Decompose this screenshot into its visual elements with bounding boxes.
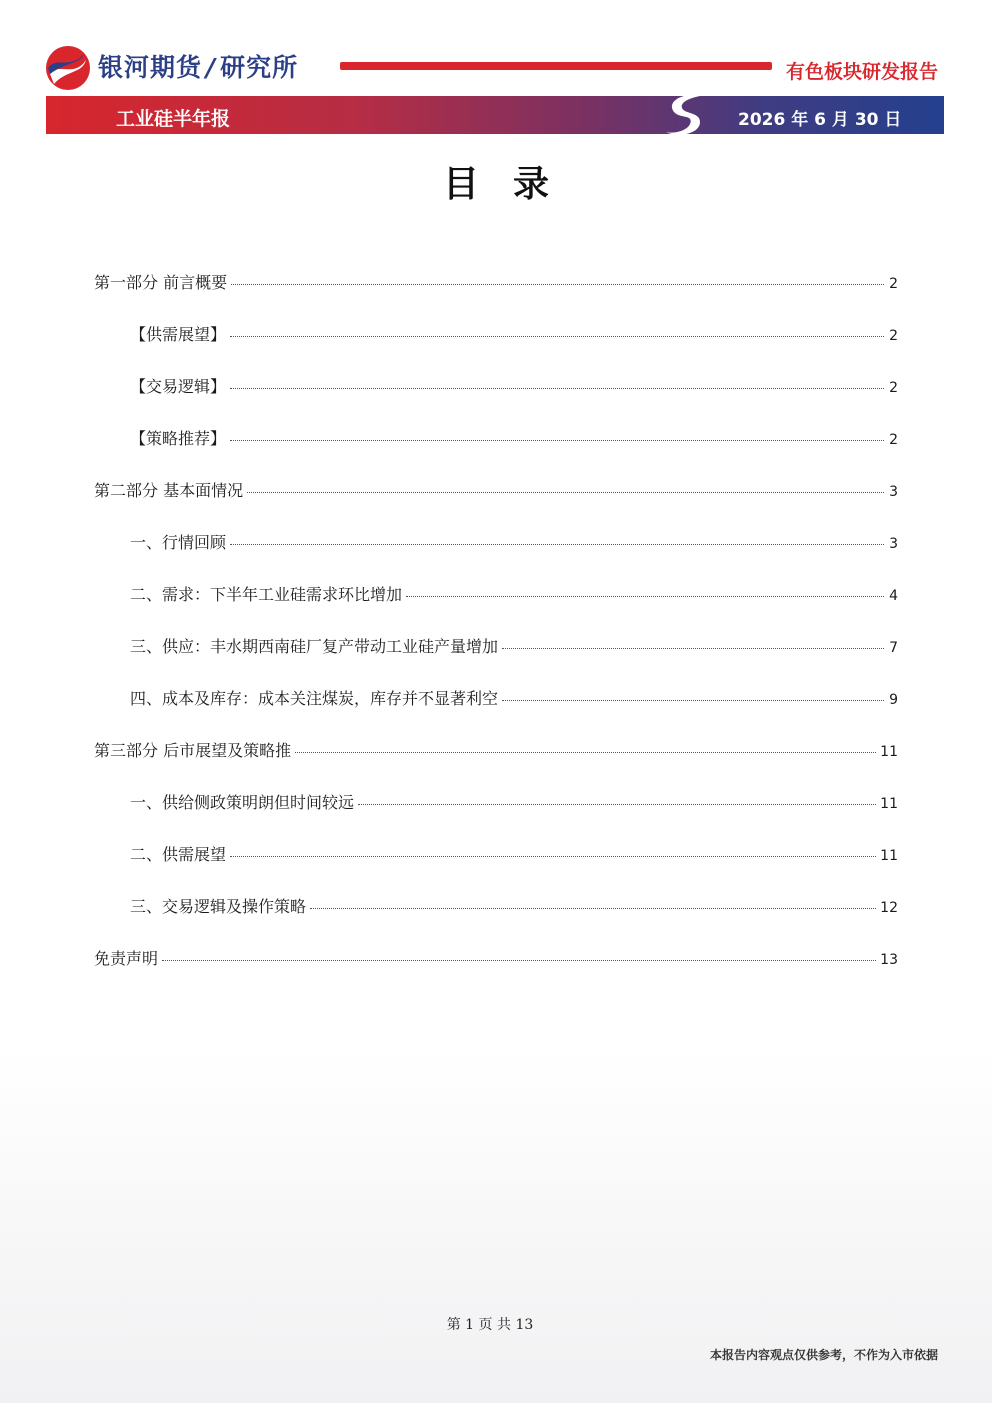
toc-entry-page: 3 bbox=[889, 484, 898, 500]
brand-department: 研究所 bbox=[220, 53, 299, 82]
toc-dot-leader bbox=[162, 959, 876, 961]
toc-entry-page: 2 bbox=[889, 328, 898, 344]
toc-entry-page: 7 bbox=[889, 640, 898, 656]
toc-entry-title: 【交易逻辑】 bbox=[130, 377, 227, 396]
toc-entry[interactable] bbox=[94, 738, 898, 790]
header-red-rule bbox=[340, 62, 772, 70]
toc-entry[interactable] bbox=[94, 426, 898, 478]
toc-dot-leader bbox=[295, 751, 876, 753]
toc-dot-leader bbox=[230, 439, 884, 441]
toc-entry-title: 三、供应：丰水期西南硅厂复产带动工业硅产量增加 bbox=[130, 637, 499, 656]
report-date: 2026 年 6 月 30 日 bbox=[738, 110, 902, 130]
toc-entry-page: 11 bbox=[880, 796, 898, 812]
toc-entry[interactable] bbox=[94, 478, 898, 530]
toc-entry[interactable] bbox=[94, 530, 898, 582]
toc-entry[interactable] bbox=[94, 582, 898, 634]
toc-entry-title: 【供需展望】 bbox=[130, 325, 227, 344]
toc-entry-page: 3 bbox=[889, 536, 898, 552]
toc-entry[interactable] bbox=[94, 270, 898, 322]
toc-entry-title: 第二部分 基本面情况 bbox=[94, 481, 244, 500]
toc-entry-title: 三、交易逻辑及操作策略 bbox=[130, 897, 307, 916]
toc-entry[interactable] bbox=[94, 790, 898, 842]
toc-dot-leader bbox=[230, 335, 884, 337]
toc-dot-leader bbox=[247, 491, 884, 493]
toc-entry-page: 2 bbox=[889, 432, 898, 448]
toc-entry-page: 2 bbox=[889, 380, 898, 396]
toc-heading: 目录 bbox=[442, 164, 583, 205]
toc-entry-title: 第三部分 后市展望及策略推 bbox=[94, 741, 292, 760]
brand-separator: / bbox=[206, 53, 217, 82]
galaxy-logo-icon bbox=[44, 44, 92, 92]
toc-entry[interactable] bbox=[94, 894, 898, 946]
toc-entry-title: 一、供给侧政策明朗但时间较远 bbox=[130, 793, 355, 812]
toc-dot-leader bbox=[502, 699, 884, 701]
page-number: 第 1 页 共 13 bbox=[446, 1317, 534, 1333]
toc-entry-page: 9 bbox=[889, 692, 898, 708]
brand-title bbox=[98, 48, 298, 84]
toc-entry-title: 一、行情回顾 bbox=[130, 533, 227, 552]
toc-dot-leader bbox=[502, 647, 884, 649]
toc-dot-leader bbox=[230, 855, 876, 857]
toc-dot-leader bbox=[406, 595, 884, 597]
toc-dot-leader bbox=[230, 387, 884, 389]
toc-entry-title: 二、供需展望 bbox=[130, 845, 227, 864]
table-of-contents bbox=[94, 270, 898, 998]
toc-entry-page: 13 bbox=[880, 952, 898, 968]
toc-entry-page: 12 bbox=[880, 900, 898, 916]
toc-dot-leader bbox=[230, 543, 884, 545]
toc-entry-title: 二、需求：下半年工业硅需求环比增加 bbox=[130, 585, 403, 604]
toc-entry[interactable] bbox=[94, 842, 898, 894]
toc-entry-title: 第一部分 前言概要 bbox=[94, 273, 228, 292]
footer-disclaimer: 本报告内容观点仅供参考，不作为入市依据 bbox=[709, 1348, 938, 1362]
toc-entry[interactable] bbox=[94, 686, 898, 738]
toc-dot-leader bbox=[231, 283, 884, 285]
report-title: 工业硅半年报 bbox=[116, 108, 231, 130]
brand-name: 银河期货 bbox=[98, 53, 203, 82]
toc-entry-page: 11 bbox=[880, 744, 898, 760]
toc-entry-title: 免责声明 bbox=[94, 949, 159, 968]
toc-entry-page: 11 bbox=[880, 848, 898, 864]
report-type-label: 有色板块研发报告 bbox=[786, 61, 939, 83]
toc-entry-page: 4 bbox=[889, 588, 898, 604]
toc-entry-title: 【策略推荐】 bbox=[130, 429, 227, 448]
s-swoosh-icon bbox=[660, 92, 708, 138]
toc-entry-page: 2 bbox=[889, 276, 898, 292]
toc-dot-leader bbox=[358, 803, 876, 805]
report-header bbox=[0, 0, 992, 140]
toc-dot-leader bbox=[310, 907, 876, 909]
toc-entry-title: 四、成本及库存：成本关注煤炭，库存并不显著利空 bbox=[130, 689, 499, 708]
toc-entry[interactable] bbox=[94, 634, 898, 686]
toc-entry[interactable] bbox=[94, 322, 898, 374]
toc-entry[interactable] bbox=[94, 374, 898, 426]
toc-entry[interactable] bbox=[94, 946, 898, 998]
